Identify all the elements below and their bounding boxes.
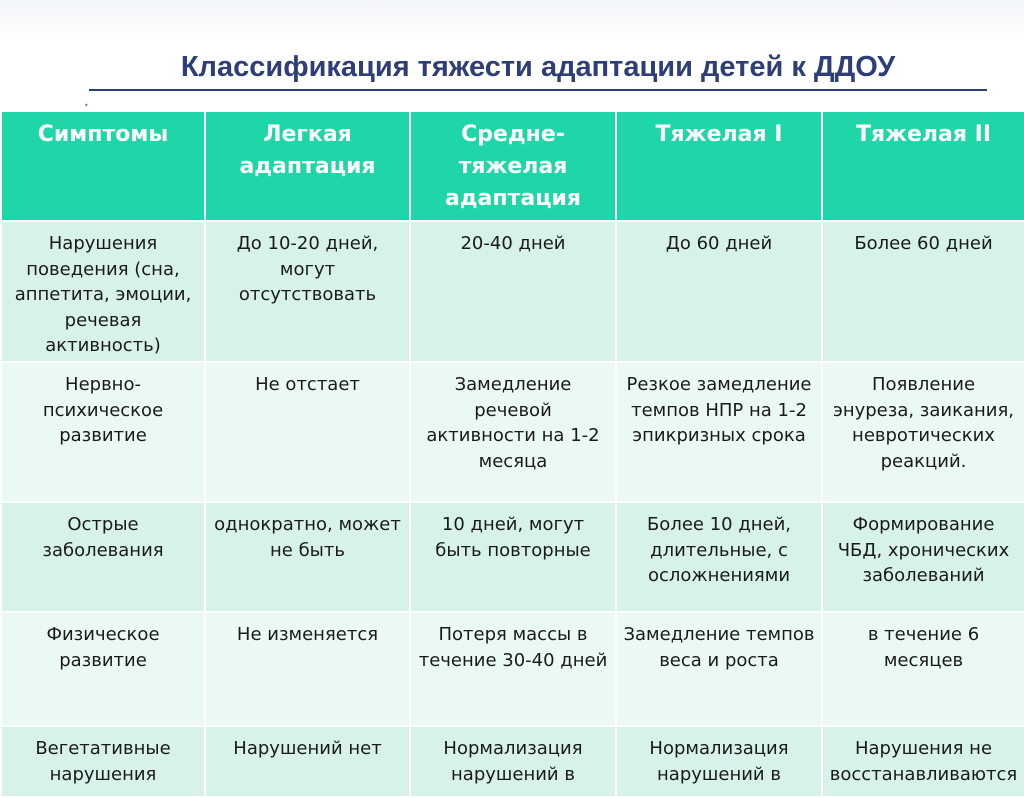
table-cell	[205, 726, 410, 797]
cell-text: Нормализация нарушений в	[649, 738, 789, 785]
cell-text: Замедление темпов веса и роста	[623, 624, 815, 671]
table-cell	[205, 502, 410, 612]
table-cell	[205, 362, 410, 502]
table-cell	[1, 502, 205, 612]
cell-text: Острые заболевания	[42, 514, 164, 561]
cell-text: Нарушения не восстанавливаются	[829, 738, 1018, 785]
cell-text: в течение 6 месяцев	[867, 624, 980, 671]
cell-text: Формирование ЧБД, хронических заболеваний	[837, 514, 1010, 586]
header-moderate	[410, 111, 616, 221]
table-header-row	[1, 111, 1024, 221]
header-label: Симптомы	[37, 122, 169, 147]
table-cell	[616, 612, 822, 726]
cell-text: Более 60 дней	[854, 233, 993, 254]
table-cell	[1, 726, 205, 797]
cell-text: До 10-20 дней, могут отсутствовать	[236, 233, 379, 305]
table-row	[1, 502, 1024, 612]
cell-text: Резкое замедление темпов НПР на 1-2 эпикризных срока	[626, 374, 812, 446]
header-label: Тяжелая II	[855, 122, 992, 147]
cell-text: Замедление речевой активности на 1-2 месяца	[426, 374, 600, 472]
table-cell	[822, 362, 1024, 502]
cell-text: Потеря массы в течение 30-40 дней	[418, 624, 608, 671]
cell-text: однократно, может не быть	[214, 514, 401, 561]
table-cell	[205, 221, 410, 362]
table-cell	[822, 221, 1024, 362]
header-severe-1	[616, 111, 822, 221]
cell-text: Вегетативные нарушения	[35, 738, 171, 785]
header-symptoms	[1, 111, 205, 221]
table-cell	[822, 612, 1024, 726]
table-cell	[410, 221, 616, 362]
header-label: Легкая адаптация	[239, 122, 376, 179]
table-cell	[1, 221, 205, 362]
table-cell	[1, 362, 205, 502]
table-cell	[410, 362, 616, 502]
table-cell	[410, 502, 616, 612]
table-cell	[616, 502, 822, 612]
table-cell	[616, 362, 822, 502]
header-label: Тяжелая I	[655, 122, 783, 147]
slide-title: Классификация тяжести адаптации детей к ДДОУ	[180, 51, 896, 83]
table-cell	[822, 502, 1024, 612]
header-label: Средне-тяжелая адаптация	[444, 122, 582, 211]
small-mark: •	[84, 101, 89, 110]
table-cell	[1, 612, 205, 726]
cell-text: Появление энуреза, заикания, невротических реакций.	[832, 374, 1015, 472]
cell-text: Нормализация нарушений в	[443, 738, 583, 785]
cell-text: Более 10 дней, длительные, с осложнениями	[646, 514, 792, 586]
cell-text: 10 дней, могут быть повторные	[435, 514, 591, 561]
table-cell	[205, 612, 410, 726]
table-cell	[616, 221, 822, 362]
cell-text: Не изменяется	[236, 624, 379, 645]
table-cell	[616, 726, 822, 797]
table-row	[1, 612, 1024, 726]
table-row	[1, 362, 1024, 502]
header-mild	[205, 111, 410, 221]
cell-text: 20-40 дней	[460, 233, 566, 254]
adaptation-table	[0, 110, 1024, 798]
table-row	[1, 221, 1024, 362]
cell-text: Нарушения поведения (сна, аппетита, эмоции, речевая активность)	[14, 233, 192, 356]
cell-text: Физическое развитие	[46, 624, 160, 671]
header-severe-2	[822, 111, 1024, 221]
cell-text: До 60 дней	[665, 233, 773, 254]
table-cell	[410, 612, 616, 726]
cell-text: Нервно-психическое развитие	[42, 374, 164, 446]
table-cell	[822, 726, 1024, 797]
table-row	[1, 726, 1024, 797]
table-cell	[410, 726, 616, 797]
title-underline	[89, 89, 987, 91]
cell-text: Нарушений нет	[233, 738, 382, 759]
cell-text: Не отстает	[255, 374, 360, 395]
